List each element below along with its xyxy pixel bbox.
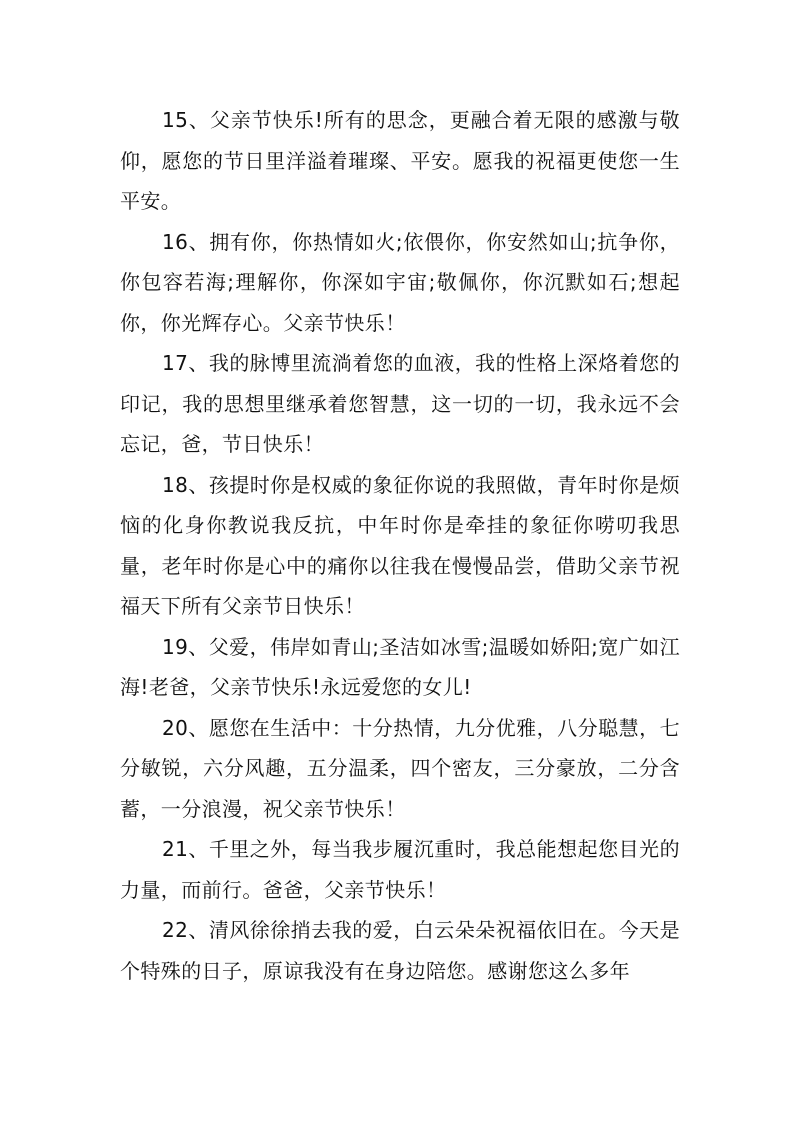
document-body bbox=[120, 100, 680, 991]
paragraph-21: 21、千里之外，每当我步履沉重时，我总能想起您目光的力量，而前行。爸爸，父亲节快乐！ bbox=[120, 837, 680, 902]
paragraph-16: 16、拥有你，你热情如火;依偎你，你安然如山;抗争你，你包容若海;理解你，你深如宇宙;敬佩你，你沉默如石;想起你，你光辉存心。父亲节快乐！ bbox=[120, 229, 680, 335]
paragraph-19: 19、父爱，伟岸如青山;圣洁如冰雪;温暖如娇阳;宽广如江海!老爸，父亲节快乐!永远爱您的女儿! bbox=[120, 634, 680, 699]
paragraph-18: 18、孩提时你是权威的象征你说的我照做，青年时你是烦恼的化身你教说我反抗，中年时你是牵挂的象征你唠叨我思量，老年时你是心中的痛你以往我在慢慢品尝，借助父亲节祝福天下所有父亲节日快乐！ bbox=[120, 472, 680, 618]
paragraph-15: 15、父亲节快乐!所有的思念，更融合着无限的感激与敬仰，愿您的节日里洋溢着璀璨、平安。愿我的祝福更使您一生平安。 bbox=[120, 108, 680, 213]
paragraph-20: 20、愿您在生活中：十分热情，九分优雅，八分聪慧，七分敏锐，六分风趣，五分温柔，四个密友，三分豪放，二分含蓄，一分浪漫，祝父亲节快乐！ bbox=[120, 715, 680, 821]
paragraph-17: 17、我的脉博里流淌着您的血液，我的性格上深烙着您的印记，我的思想里继承着您智慧，这一切的一切，我永远不会忘记，爸，节日快乐！ bbox=[120, 351, 680, 456]
paragraph-22: 22、清风徐徐捎去我的爱，白云朵朵祝福依旧在。今天是个特殊的日子，原谅我没有在身边陪您。感谢您这么多年 bbox=[120, 918, 680, 983]
